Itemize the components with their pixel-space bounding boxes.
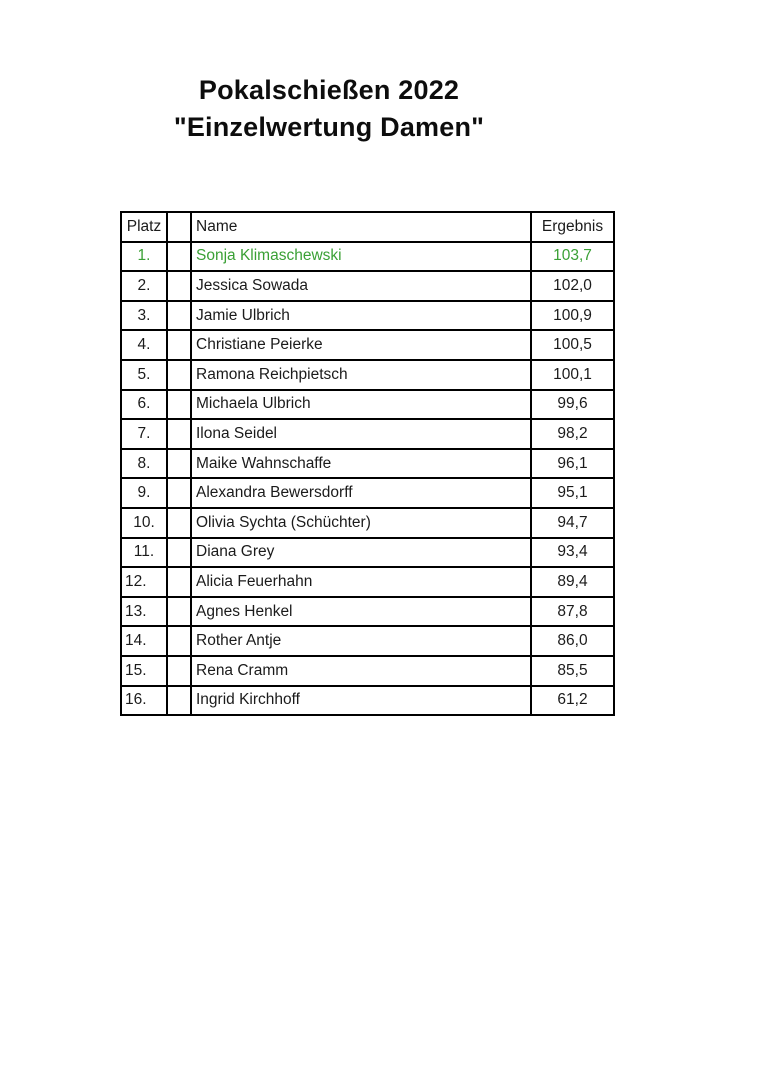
row-ergebnis: 89,4 <box>531 567 614 597</box>
row-name: Rena Cramm <box>191 656 531 686</box>
table-row <box>121 656 614 686</box>
document-title <box>40 72 618 146</box>
row-platz: 9. <box>121 478 167 508</box>
table-row <box>121 478 614 508</box>
row-spacer <box>167 597 191 627</box>
row-name: Sonja Klimaschewski <box>191 242 531 272</box>
row-ergebnis: 100,5 <box>531 330 614 360</box>
row-platz: 14. <box>121 626 167 656</box>
row-name: Olivia Sychta (Schüchter) <box>191 508 531 538</box>
title-line-1: Pokalschießen 2022 <box>198 75 460 105</box>
row-platz: 12. <box>121 567 167 597</box>
row-ergebnis: 61,2 <box>531 686 614 716</box>
row-spacer <box>167 478 191 508</box>
row-spacer <box>167 567 191 597</box>
row-platz: 13. <box>121 597 167 627</box>
row-ergebnis: 94,7 <box>531 508 614 538</box>
row-ergebnis: 85,5 <box>531 656 614 686</box>
table-row <box>121 330 614 360</box>
col-header-ergebnis: Ergebnis <box>531 212 614 242</box>
row-spacer <box>167 271 191 301</box>
row-spacer <box>167 449 191 479</box>
row-platz: 11. <box>121 538 167 568</box>
row-spacer <box>167 360 191 390</box>
row-platz: 15. <box>121 656 167 686</box>
col-header-spacer <box>167 212 191 242</box>
table-row <box>121 597 614 627</box>
row-name: Agnes Henkel <box>191 597 531 627</box>
row-name: Alexandra Bewersdorff <box>191 478 531 508</box>
row-name: Michaela Ulbrich <box>191 390 531 420</box>
row-spacer <box>167 419 191 449</box>
row-platz: 3. <box>121 301 167 331</box>
row-name: Diana Grey <box>191 538 531 568</box>
row-platz: 7. <box>121 419 167 449</box>
row-ergebnis: 100,9 <box>531 301 614 331</box>
row-platz: 8. <box>121 449 167 479</box>
table-row <box>121 242 614 272</box>
row-ergebnis: 86,0 <box>531 626 614 656</box>
table-row <box>121 567 614 597</box>
row-ergebnis: 99,6 <box>531 390 614 420</box>
table-row <box>121 449 614 479</box>
row-spacer <box>167 301 191 331</box>
table-row <box>121 419 614 449</box>
table-row <box>121 360 614 390</box>
title-line-2: "Einzelwertung Damen" <box>173 112 485 142</box>
row-ergebnis: 98,2 <box>531 419 614 449</box>
row-ergebnis: 95,1 <box>531 478 614 508</box>
row-platz: 16. <box>121 686 167 716</box>
row-platz: 10. <box>121 508 167 538</box>
table-row <box>121 538 614 568</box>
row-ergebnis: 100,1 <box>531 360 614 390</box>
row-ergebnis: 93,4 <box>531 538 614 568</box>
results-table <box>120 211 615 716</box>
row-name: Rother Antje <box>191 626 531 656</box>
row-platz: 5. <box>121 360 167 390</box>
table-row <box>121 271 614 301</box>
row-spacer <box>167 656 191 686</box>
row-name: Jessica Sowada <box>191 271 531 301</box>
table-row <box>121 390 614 420</box>
row-name: Alicia Feuerhahn <box>191 567 531 597</box>
header-row <box>121 212 614 242</box>
row-name: Ingrid Kirchhoff <box>191 686 531 716</box>
table-row <box>121 626 614 656</box>
row-platz: 4. <box>121 330 167 360</box>
row-spacer <box>167 626 191 656</box>
row-ergebnis: 103,7 <box>531 242 614 272</box>
row-ergebnis: 87,8 <box>531 597 614 627</box>
row-platz: 1. <box>121 242 167 272</box>
row-name: Christiane Peierke <box>191 330 531 360</box>
row-ergebnis: 96,1 <box>531 449 614 479</box>
row-name: Maike Wahnschaffe <box>191 449 531 479</box>
row-name: Jamie Ulbrich <box>191 301 531 331</box>
table-row <box>121 508 614 538</box>
row-spacer <box>167 330 191 360</box>
row-platz: 2. <box>121 271 167 301</box>
row-spacer <box>167 508 191 538</box>
row-spacer <box>167 686 191 716</box>
col-header-name: Name <box>191 212 531 242</box>
row-name: Ilona Seidel <box>191 419 531 449</box>
row-spacer <box>167 390 191 420</box>
row-name: Ramona Reichpietsch <box>191 360 531 390</box>
row-platz: 6. <box>121 390 167 420</box>
row-ergebnis: 102,0 <box>531 271 614 301</box>
row-spacer <box>167 242 191 272</box>
col-header-platz: Platz <box>121 212 167 242</box>
table-row <box>121 301 614 331</box>
table-row <box>121 686 614 716</box>
row-spacer <box>167 538 191 568</box>
